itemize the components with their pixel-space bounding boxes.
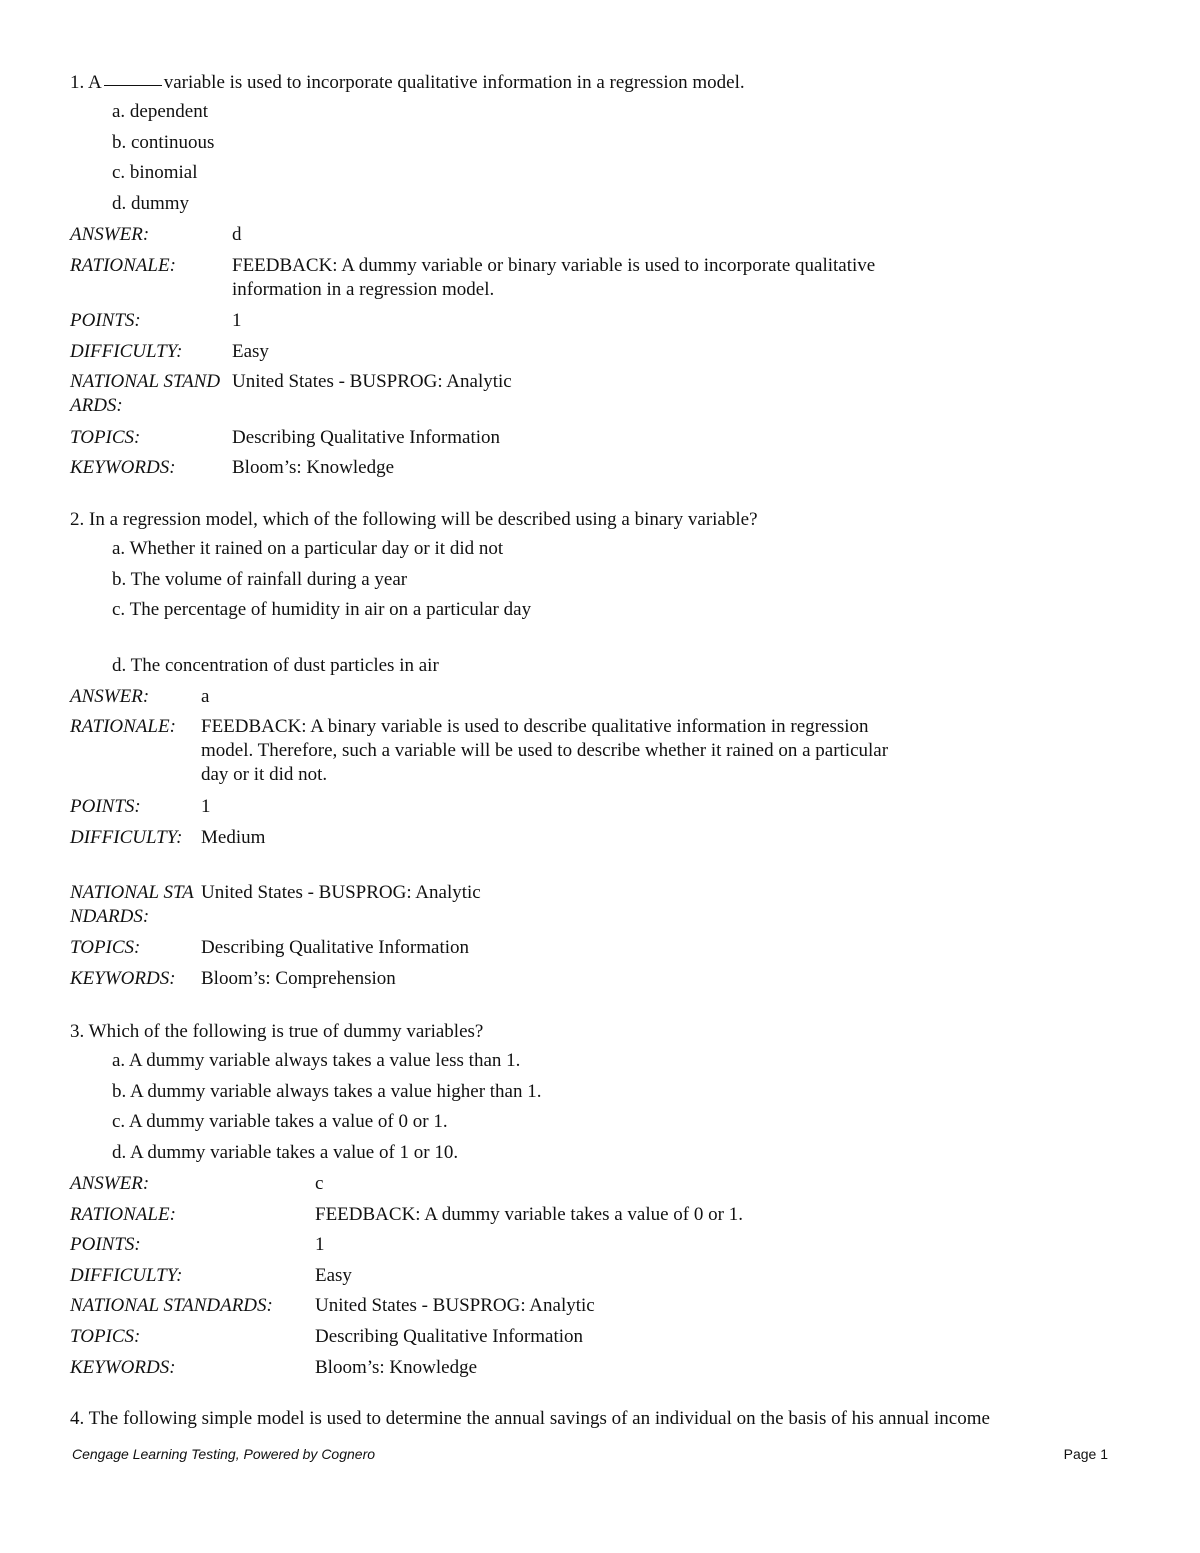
answer-value: d xyxy=(232,224,242,245)
option-d: d. The concentration of dust particles in air xyxy=(112,655,439,676)
points-label: POINTS: xyxy=(70,1234,141,1255)
points-value: 1 xyxy=(201,796,211,817)
question-stem xyxy=(70,72,745,94)
difficulty-value: Medium xyxy=(201,827,266,848)
difficulty-label: DIFFICULTY: xyxy=(70,341,183,362)
option-c: c. A dummy variable takes a value of 0 or 1. xyxy=(112,1111,448,1132)
answer-label: ANSWER: xyxy=(70,224,150,245)
option-a: a. A dummy variable always takes a value less than 1. xyxy=(112,1050,521,1071)
topics-label: TOPICS: xyxy=(70,937,141,958)
option-c: c. The percentage of humidity in air on a particular day xyxy=(112,599,532,620)
difficulty-label: DIFFICULTY: xyxy=(70,827,183,848)
points-value: 1 xyxy=(232,310,242,331)
rationale-label: RATIONALE: xyxy=(70,716,176,737)
keywords-value: Bloom’s: Comprehension xyxy=(201,968,396,989)
topics-label: TOPICS: xyxy=(70,427,141,448)
answer-label: ANSWER: xyxy=(70,686,150,707)
standards-value: United States - BUSPROG: Analytic xyxy=(315,1295,595,1316)
standards-value: United States - BUSPROG: Analytic xyxy=(232,371,512,392)
difficulty-value: Easy xyxy=(315,1265,352,1286)
rationale-value: FEEDBACK: A binary variable is used to describe qualitative information in regression model. Therefore, such a variable will be used to describe whether it rained on a particular day or it did not. xyxy=(201,716,889,785)
option-c: c. binomial xyxy=(112,162,198,183)
standards-value: United States - BUSPROG: Analytic xyxy=(201,882,481,903)
stem-text: variable is used to incorporate qualitative information in a regression model. xyxy=(163,72,745,93)
option-a: a. Whether it rained on a particular day or it did not xyxy=(112,538,504,559)
answer-value: a xyxy=(201,686,210,707)
option-b: b. A dummy variable always takes a value higher than 1. xyxy=(112,1081,542,1102)
standards-label: NATIONAL STANDARDS: xyxy=(70,882,194,927)
difficulty-label: DIFFICULTY: xyxy=(70,1265,183,1286)
keywords-value: Bloom’s: Knowledge xyxy=(232,457,395,478)
question-stem: 4. The following simple model is used to determine the annual savings of an individual on the basis of his annual income xyxy=(70,1408,990,1429)
keywords-label: KEYWORDS: xyxy=(70,968,176,989)
option-a: a. dependent xyxy=(112,101,209,122)
option-d: d. A dummy variable takes a value of 1 or 10. xyxy=(112,1142,459,1163)
answer-label: ANSWER: xyxy=(70,1173,150,1194)
option-b: b. The volume of rainfall during a year xyxy=(112,569,408,590)
rationale-value: FEEDBACK: A dummy variable or binary variable is used to incorporate qualitative information in a regression model. xyxy=(232,255,876,300)
option-b: b. continuous xyxy=(112,132,215,153)
keywords-value: Bloom’s: Knowledge xyxy=(315,1357,478,1378)
topics-value: Describing Qualitative Information xyxy=(201,937,470,958)
question-stem: 2. In a regression model, which of the following will be described using a binary variable? xyxy=(70,509,758,530)
rationale-label: RATIONALE: xyxy=(70,1204,176,1225)
topics-value: Describing Qualitative Information xyxy=(315,1326,584,1347)
standards-label: NATIONAL STANDARDS: xyxy=(70,371,221,416)
page-number: Page 1 xyxy=(1063,1446,1108,1462)
answer-blank xyxy=(104,84,162,86)
points-label: POINTS: xyxy=(70,796,141,817)
footer-publisher: Cengage Learning Testing, Powered by Cognero xyxy=(72,1446,376,1462)
rationale-label: RATIONALE: xyxy=(70,255,176,276)
points-label: POINTS: xyxy=(70,310,141,331)
question-stem: 3. Which of the following is true of dummy variables? xyxy=(70,1021,484,1042)
answer-value: c xyxy=(315,1173,324,1194)
standards-label: NATIONAL STANDARDS: xyxy=(70,1295,273,1316)
option-d: d. dummy xyxy=(112,193,190,214)
topics-value: Describing Qualitative Information xyxy=(232,427,501,448)
keywords-label: KEYWORDS: xyxy=(70,1357,176,1378)
difficulty-value: Easy xyxy=(232,341,269,362)
keywords-label: KEYWORDS: xyxy=(70,457,176,478)
rationale-value: FEEDBACK: A dummy variable takes a value of 0 or 1. xyxy=(315,1204,743,1225)
points-value: 1 xyxy=(315,1234,325,1255)
stem-text: 1. A xyxy=(70,72,102,93)
topics-label: TOPICS: xyxy=(70,1326,141,1347)
